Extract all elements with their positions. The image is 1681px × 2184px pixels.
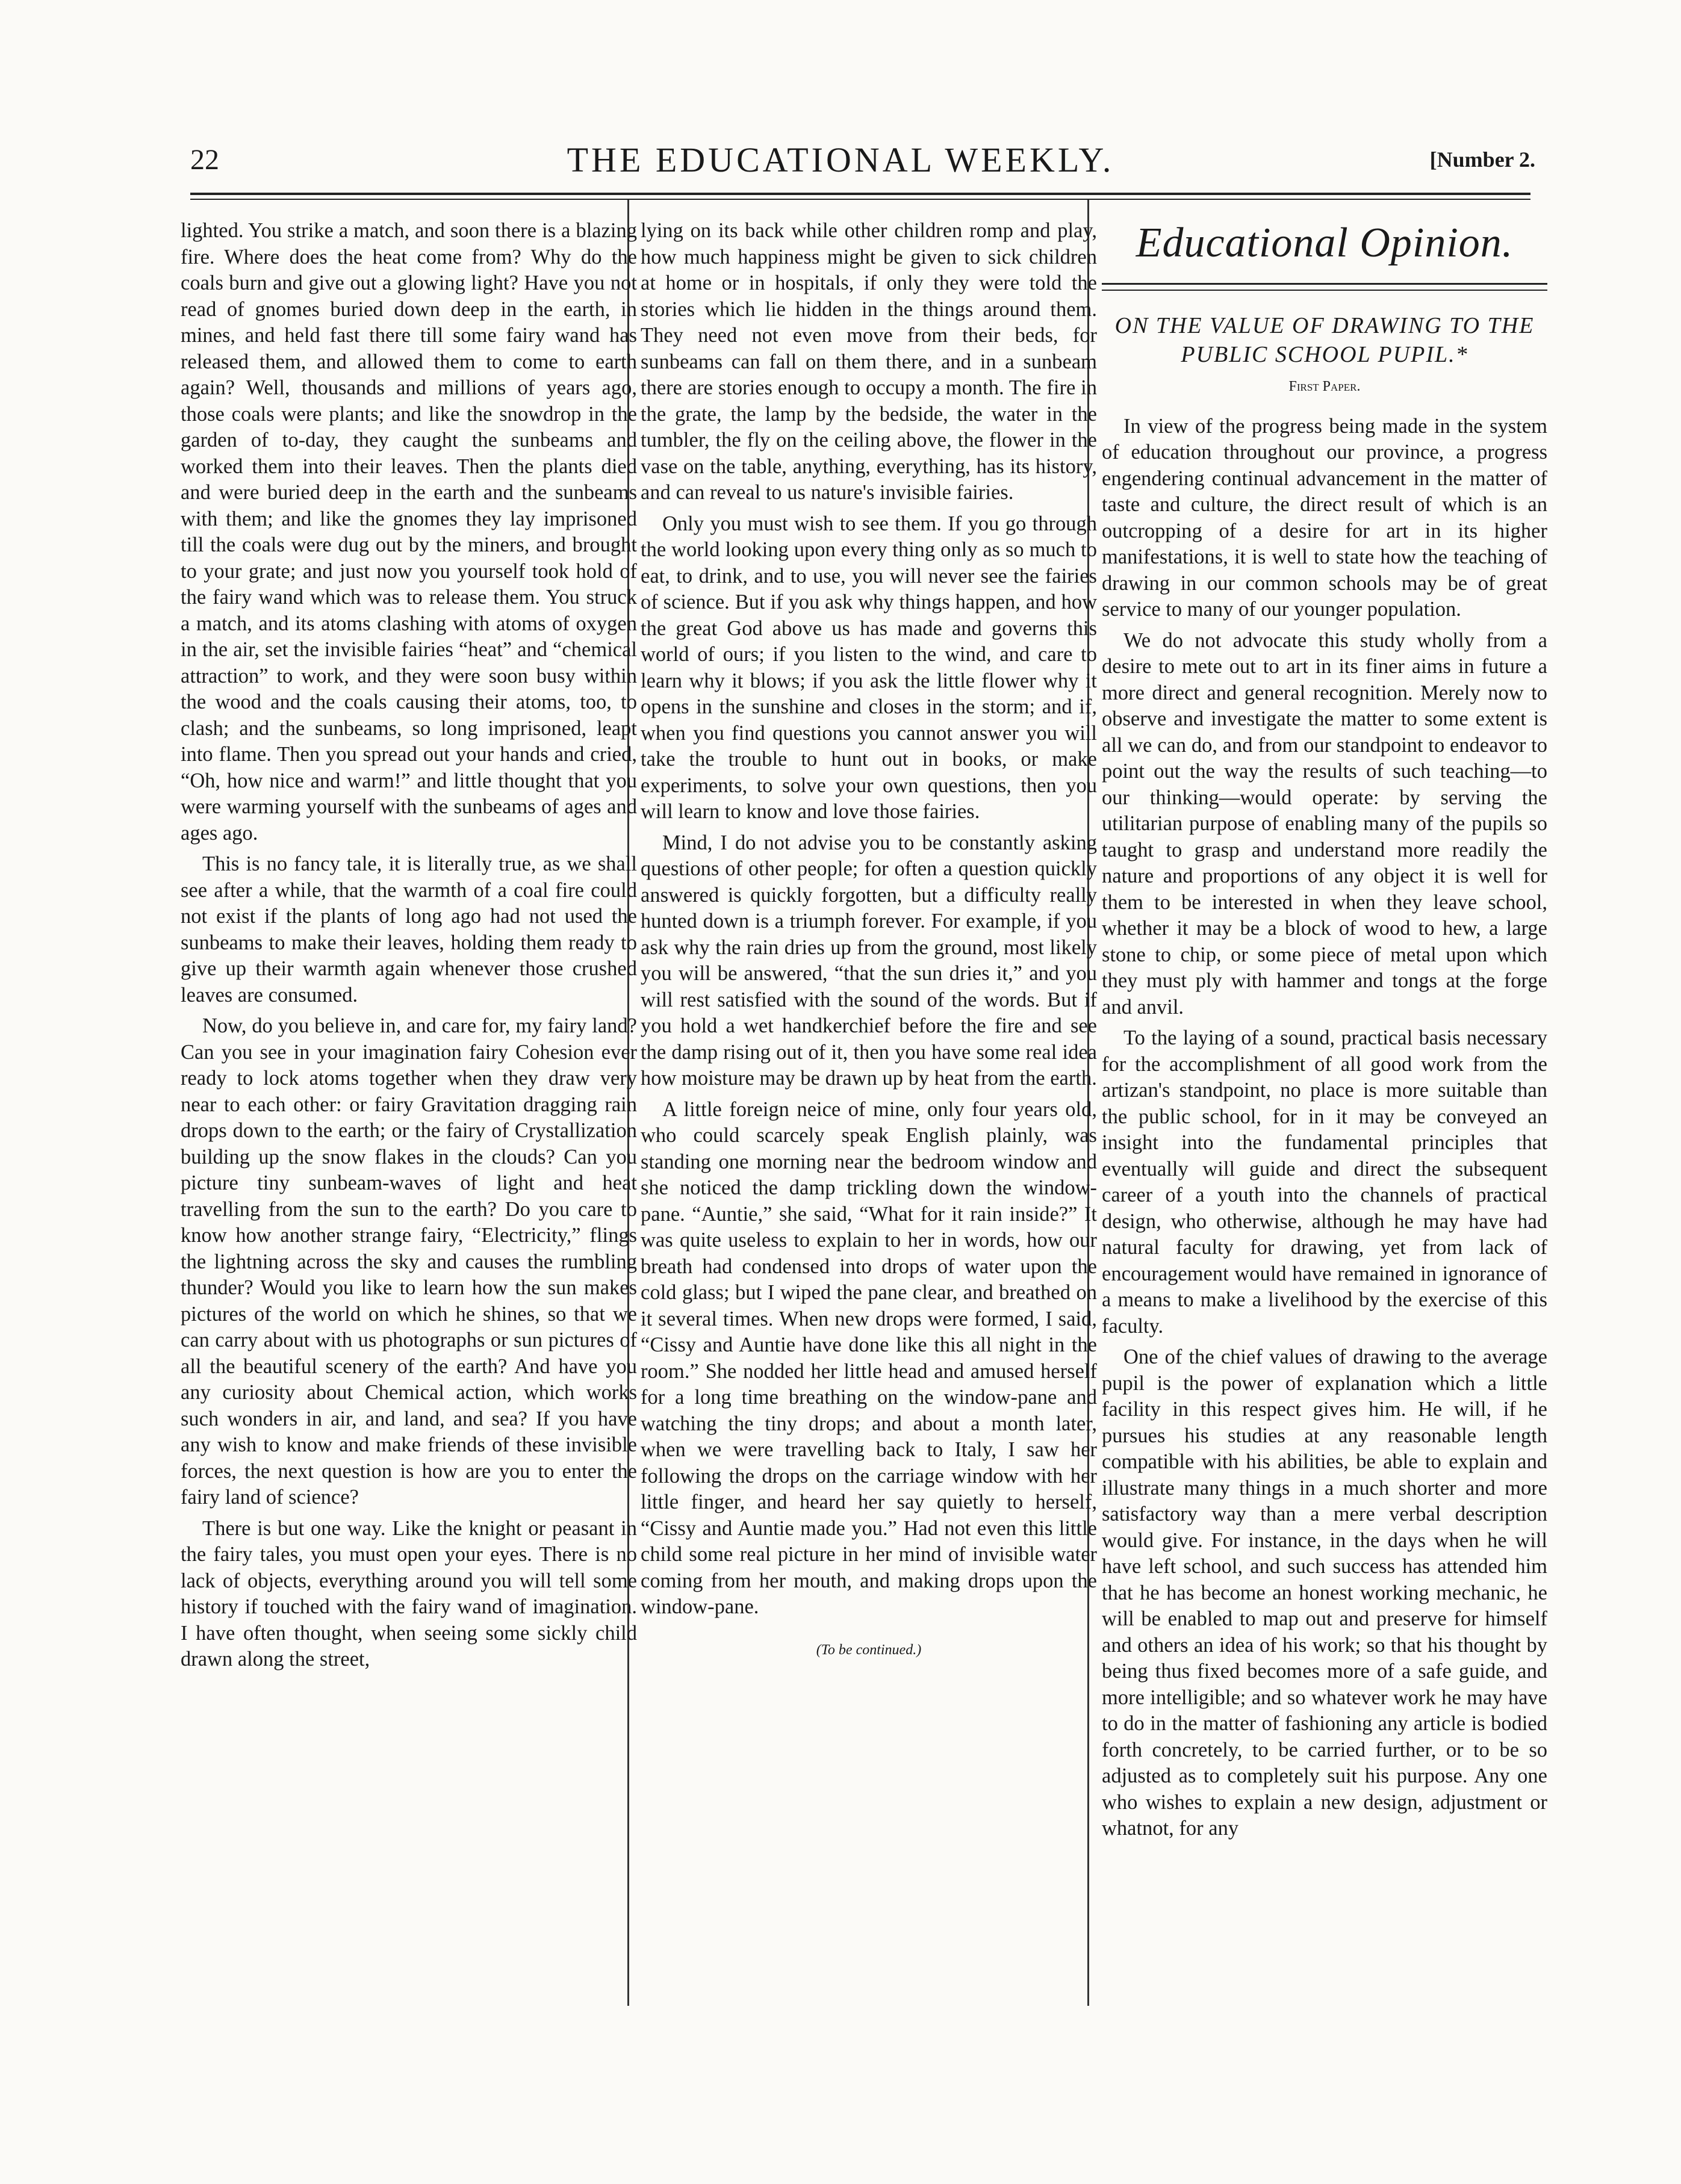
- paragraph: A little foreign neice of mine, only four years old, who could scarcely speak English plainly, was standing one morning near the bedroom window and she noticed the damp trickling down the window-pane. “Auntie,” she said, “What for it rain inside?” It was quite useless to explain to her in words, how our breath had condensed into drops of water upon the cold glass; but I wiped the pane clear, and breathed on it several times. When new drops were formed, I said, “Cissy and Auntie have done like this all night in the room.” She nodded her little head and amused herself for a long time breathing on the window-pane and watching the tiny drops; and about a month later, when we were travelling back to Italy, I saw her following the drops on the carriage window with her little finger, and heard her say quietly to herself, “Cissy and Auntie made you.” Had not even this little child some real picture in her mind of invisible water coming from her mouth, and making drops upon the window-pane.: [641, 1097, 1097, 1618]
- header-rule-thin: [190, 199, 1530, 200]
- issue-number: [Number 2.: [1429, 147, 1535, 172]
- section-heading: Educational Opinion.: [1136, 220, 1514, 266]
- paragraph: lying on its back while other children romp and play, how much happiness might be given to sick children at home or in hospitals, if only they were told the stories which lie hidden in the things around them. They need not even move from their beds, for sunbeams can fall on them there, and in a sunbeam there are stories enough to occupy a month. The fire in the grate, the lamp by the bedside, the water in the tumbler, the fly on the ceiling above, the flower in the vase on the table, anything, everything, has its history, and can reveal to us nature's invisible fairies.: [641, 219, 1097, 504]
- paragraph: Now, do you believe in, and care for, my fairy land? Can you see in your imagination fairy Cohesion ever ready to lock atoms together when they draw very near to each other: or fairy Gravitation dragging rain drops down to the earth; or the fairy of Crystallization building up the snow flakes in the clouds? Can you picture tiny sunbeam-waves of light and heat travelling from the sun to the earth? Do you care to know how another strange fairy, “Electricity,” flings the lightning across the sky and causes the rumbling thunder? Would you like to learn how the sun makes pictures of the world on which he shines, so that we can carry about with us photographs or sun pictures of all the beautiful scenery of the earth? And have you any curiosity about Chemical action, which works such wonders in air, and land, and sea? If you have any wish to know and make friends of these invisible forces, the next question is how are you to enter the fairy land of science?: [181, 1014, 637, 1509]
- article-title: ON THE VALUE OF DRAWING TO THE PUBLIC SCHOOL PUPIL.*: [1114, 313, 1535, 367]
- paragraph: One of the chief values of drawing to the average pupil is the power of explanation which a little facility in this respect gives him. He will, if he pursues his studies at any reasonable length compatible with his abilities, be able to explain and illustrate many things in a much shorter and more satisfactory way than a mere verbal description would give. For instance, in the days when he will have left school, and such success has attended him that he has become an honest working mechanic, he will be enabled to map out and preserve for himself and others an idea of his work; so that his thought by being thus fixed becomes more of a safe guide, and more intelligible; and so whatever work he may have to do in the matter of fashioning any article is bodied forth concretely, to be carried further, or to be so adjusted as to completely suit his purpose. Any one who wishes to explain a new design, adjustment or whatnot, for any: [1102, 1345, 1547, 1840]
- paragraph: Mind, I do not advise you to be constantly asking questions of other people; for often a question quickly answered is quickly forgotten, but a difficulty really hunted down is a triumph forever. For example, if you ask why the rain dries up from the ground, most likely you will be answered, “that the sun dries it,” and you will rest satisfied with the sound of the words. But if you hold a wet handkerchief before the fire and see the damp rising out of it, then you have some real idea how moisture may be drawn up by heat from the earth.: [641, 831, 1097, 1090]
- paragraph: In view of the progress being made in the system of education throughout our province, a progress engendering continual advancement in the matter of taste and culture, the direct result of which is an outcropping of a desire for art in its higher manifestations, it is well to state how the teaching of drawing in our common schools may be of great service to many of our younger population.: [1102, 414, 1547, 621]
- paragraph: This is no fancy tale, it is literally true, as we shall see after a while, that the warmth of a coal fire could not exist if the plants of long ago had not used the sunbeams to make their leaves, holding them ready to give up their warmth again whenever those crushed leaves are consumed.: [181, 852, 637, 1007]
- paper-label: First Paper.: [1288, 379, 1361, 394]
- text-column-2: [641, 218, 1097, 1985]
- paragraph: lighted. You strike a match, and soon there is a blazing fire. Where does the heat come from? Why do the coals burn and give out a glowing light? Have you not read of gnomes buried down deep in the earth, in mines, and held fast there till some fairy wand has released them, and allowed them to come to earth again? Well, thousands and millions of years ago, those coals were plants; and like the snowdrop in the garden of to-day, they caught the sunbeams and worked them into their leaves. Then the plants died and were buried deep in the earth and the sunbeams with them; and like the gnomes they lay imprisoned till the coals were dug out by the miners, and brought to your grate; and just now you yourself took hold of the fairy wand which was to release them. You struck a match, and its atoms clashing with atoms of oxygen in the air, set the invisible fairies “heat” and “chemical attraction” to work, and they were soon busy within the wood and the coals causing their atoms, too, to clash; and the sunbeams, so long imprisoned, leapt into flame. Then you spread out your hands and cried, “Oh, how nice and warm!” and little thought that you were warming yourself with the sunbeams of ages and ages ago.: [181, 219, 637, 845]
- section-rule: [1102, 283, 1547, 285]
- page-number: 22: [190, 144, 219, 176]
- header-rule: [190, 193, 1530, 195]
- section-rule: [1102, 290, 1547, 291]
- text-column-1: [181, 218, 637, 1985]
- paragraph: There is but one way. Like the knight or peasant in the fairy tales, you must open your eyes. There is no lack of objects, everything around you will tell some history if touched with the fairy wand of imagination. I have often thought, when seeing some sickly child drawn along the street,: [181, 1516, 637, 1671]
- text-column-3: [1102, 218, 1547, 1985]
- journal-title: THE EDUCATIONAL WEEKLY.: [567, 140, 1114, 179]
- paragraph: Only you must wish to see them. If you go through the world looking upon every thing only as so much to eat, to drink, and to use, you will never see the fairies of science. But if you ask why things happen, and how the great God above us has made and governs this world of ours; if you listen to the wind, and care to learn why it blows; if you ask the little flower why it opens in the sunshine and closes in the storm; and if, when you find questions you cannot answer you will take the trouble to hunt out in books, or make experiments, to solve your own questions, then you will learn to know and love those fairies.: [641, 512, 1097, 823]
- paragraph: We do not advocate this study wholly from a desire to mete out to art in its finer aims in future a more direct and general recognition. Merely now to observe and investigate the matter to some extent is all we can do, and from our standpoint to endeavor to point out the way the results of such teaching—to our thinking—would operate: by serving the utilitarian purpose of enabling many of the pupils so taught to grasp and understand more readily the nature and proportions of any object it is well for them to be interested in when they leave school, whether it may be a block of wood to hew, a large stone to chip, or some piece of metal upon which they must ply with hammer and tongs at the forge and anvil.: [1102, 628, 1547, 1019]
- to-be-continued: (To be continued.): [816, 1642, 922, 1658]
- paragraph: To the laying of a sound, practical basis necessary for the accomplishment of all good work from the artizan's standpoint, no place is more suitable than the public school, for in it may be conveyed an insight into the fundamental principles that eventually will guide and direct the subsequent career of a youth into the channels of practical design, who otherwise, although he may have had natural faculty for drawing, yet from lack of encouragement would have remained in ignorance of a means to make a livelihood by the exercise of this faculty.: [1102, 1026, 1547, 1338]
